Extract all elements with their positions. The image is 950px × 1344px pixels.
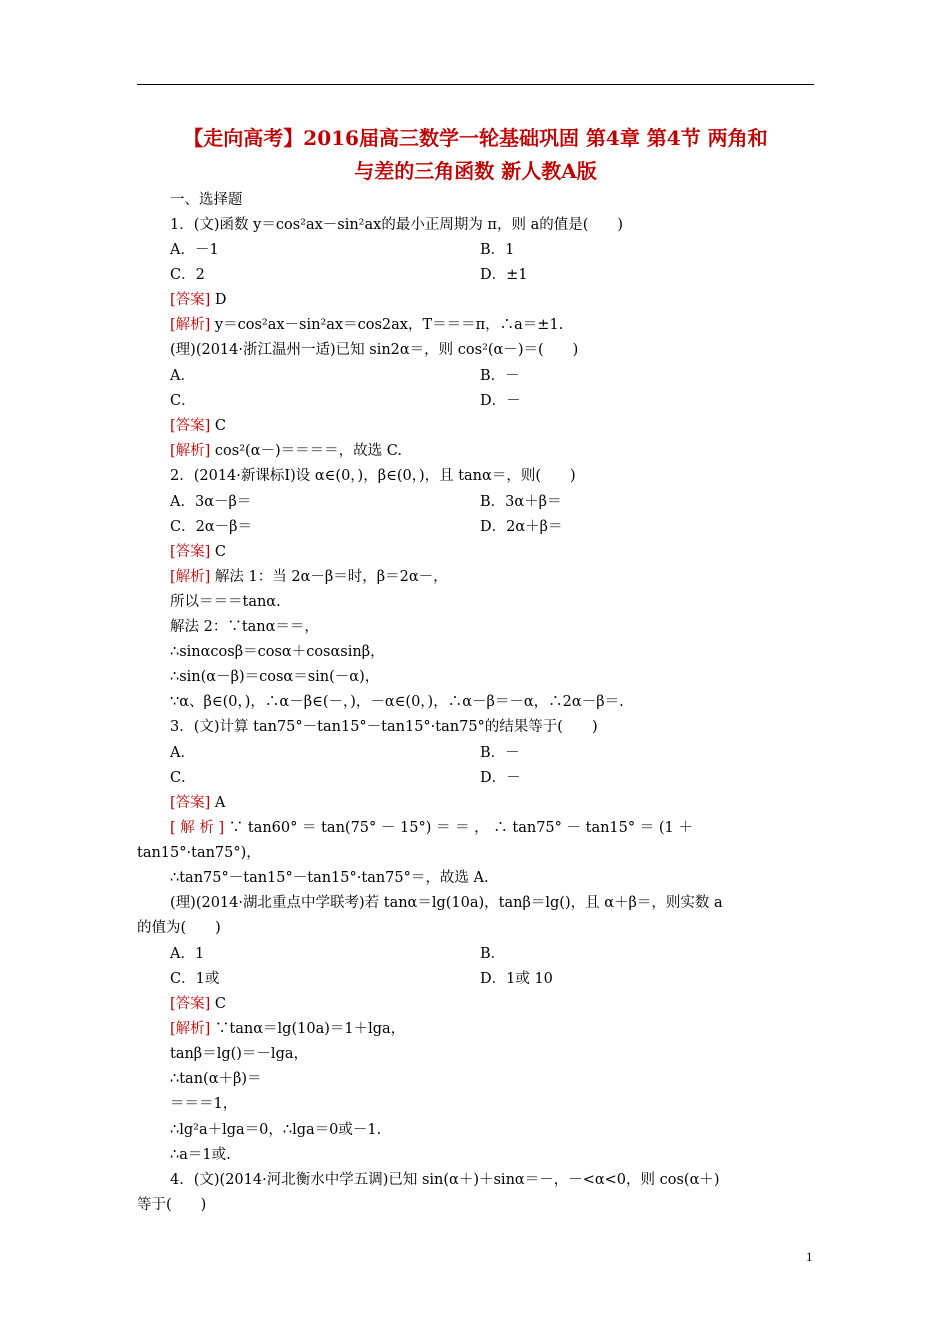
text-line-l19 — [170, 517, 252, 537]
text-line-l38 — [137, 918, 221, 938]
analysis-label: [解析] — [170, 443, 211, 459]
answer-label: [答案] — [170, 544, 211, 560]
text-line-l04 — [480, 240, 514, 260]
text-line-l12 — [170, 391, 196, 411]
line-text: ∵tanα＝lg(10a)＝1＋lga， — [210, 1021, 406, 1037]
line-text: A．1 — [170, 946, 205, 962]
text-line-l15 — [170, 441, 402, 461]
line-text: tan15°·tan75°)， — [137, 845, 261, 861]
line-text: 等于( ) — [137, 1197, 207, 1213]
line-text: tanβ＝lg()＝－lga， — [170, 1046, 308, 1062]
text-line-l34 — [170, 818, 693, 838]
text-line-l50 — [170, 1170, 720, 1190]
line-text: ∴sinαcosβ＝cosα＋cosαsinβ， — [170, 644, 385, 660]
line-text: 1．(文)函数 y＝cos²ax－sin²ax的最小正周期为 π，则 a的值是( ) — [170, 217, 624, 233]
line-text: D．2α＋β＝ — [480, 519, 563, 535]
line-text: A． — [170, 745, 195, 761]
text-line-l26 — [170, 667, 379, 687]
line-text: B． — [480, 946, 506, 962]
text-line-l40 — [480, 944, 505, 964]
text-line-l42 — [480, 969, 553, 989]
text-line-l51 — [137, 1195, 206, 1215]
line-text: C．2 — [170, 267, 205, 283]
line-text: 3．(文)计算 tan75°－tan15°－tan15°·tan75°的结果等于( ) — [170, 719, 598, 735]
text-line-l18 — [480, 492, 562, 512]
answer-label: [答案] — [170, 795, 211, 811]
text-line-l20 — [480, 517, 563, 537]
text-line-l25 — [170, 642, 385, 662]
line-text: ∴lg²a＋lga＝0，∴lga＝0或－1. — [170, 1122, 382, 1138]
analysis-label: [解析] — [170, 317, 211, 333]
text-line-l48 — [170, 1120, 381, 1140]
line-text: cos²(α－)＝＝＝＝，故选 C. — [210, 443, 402, 459]
text-line-l22 — [170, 567, 448, 587]
line-text: ∴tan(α＋β)＝ — [170, 1071, 262, 1087]
line-text: D．－ — [480, 393, 521, 409]
line-text: D — [210, 292, 227, 308]
line-text: ∵α、β∈(0，)，∴α－β∈(－，)，－α∈(0，)，∴α－β＝－α，∴2α－β＝. — [170, 694, 624, 710]
text-line-l32 — [480, 768, 521, 788]
line-text: C． — [170, 770, 196, 786]
line-text: ∴a＝1或. — [170, 1147, 231, 1163]
line-text: (理)(2014·浙江温州一适)已知 sin2α＝，则 cos²(α－)＝( ) — [170, 342, 579, 358]
line-text: C — [210, 418, 227, 434]
text-line-l17 — [170, 492, 251, 512]
line-text: C．2α－β＝ — [170, 519, 252, 535]
line-text: A． — [170, 368, 195, 384]
line-text: 的值为( ) — [137, 920, 221, 936]
analysis-label: [解析] — [170, 1021, 211, 1037]
line-text: ∴sin(α－β)＝cosα＝sin(－α)， — [170, 669, 380, 685]
line-text: 解法 2：∵tanα＝＝， — [170, 619, 319, 635]
line-text: 解法 1：当 2α－β＝时，β＝2α－， — [210, 569, 448, 585]
text-line-l08 — [170, 315, 563, 335]
line-text: A．－1 — [170, 242, 219, 258]
line-text: C — [210, 996, 227, 1012]
line-text: A — [210, 795, 226, 811]
text-line-l31 — [170, 768, 196, 788]
line-text: A．3α－β＝ — [170, 494, 252, 510]
line-text: (理)(2014·湖北重点中学联考)若 tanα＝lg(10a)，tanβ＝lg()，且 α＋β＝，则实数 a — [170, 895, 723, 911]
text-line-l07 — [170, 290, 227, 310]
line-text: C． — [170, 393, 196, 409]
line-text: C．1或 — [170, 971, 220, 987]
text-line-l35 — [137, 843, 261, 863]
text-line-l21 — [170, 542, 226, 562]
page-title-line-1: 【走向高考】2016届高三数学一轮基础巩固 第4章 第4节 两角和 — [183, 126, 768, 150]
text-line-l33 — [170, 793, 225, 813]
text-line-l11 — [480, 366, 520, 386]
text-line-l05 — [170, 265, 205, 285]
text-line-l30 — [480, 743, 520, 763]
text-line-l02 — [170, 215, 623, 235]
line-text: D．1或 10 — [480, 971, 553, 987]
text-line-l13 — [480, 391, 521, 411]
page-number: 1 — [806, 1249, 813, 1264]
answer-label: [答案] — [170, 292, 211, 308]
line-text: ∴tan75°－tan15°－tan15°·tan75°＝，故选 A. — [170, 870, 489, 886]
text-line-l09 — [170, 340, 578, 360]
line-text: B．－ — [480, 368, 520, 384]
text-line-l10 — [170, 366, 195, 386]
line-text: ＝＝＝1， — [170, 1096, 238, 1112]
text-line-l24 — [170, 617, 319, 637]
text-line-l46 — [170, 1069, 262, 1089]
text-line-l03 — [170, 240, 219, 260]
text-line-l43 — [170, 994, 226, 1014]
text-line-l37 — [170, 893, 723, 913]
text-line-l23 — [170, 592, 281, 612]
text-line-l39 — [170, 944, 204, 964]
page-title-line-2: 与差的三角函数 新人教A版 — [354, 159, 597, 183]
line-text: 所以＝＝＝tanα. — [170, 594, 281, 610]
line-text: B．－ — [480, 745, 520, 761]
text-line-l27 — [170, 692, 624, 712]
text-line-l49 — [170, 1145, 231, 1165]
line-text: B．3α＋β＝ — [480, 494, 562, 510]
text-line-l14 — [170, 416, 226, 436]
analysis-label: [解析] — [170, 569, 211, 585]
line-text: D．±1 — [480, 267, 528, 283]
line-text: 2．(2014·新课标Ⅰ)设 α∈(0，)，β∈(0，)，且 tanα＝，则( ) — [170, 468, 576, 484]
text-line-l28 — [170, 717, 598, 737]
line-text: y＝cos²ax－sin²ax＝cos2ax，T＝＝＝π，∴a＝±1. — [210, 317, 564, 333]
line-text: ∵ tan60° ＝ tan(75° － 15°) ＝ ＝ ， ∴ tan75° － tan15° ＝ (1 ＋ — [224, 820, 693, 836]
text-line-l06 — [480, 265, 528, 285]
text-line-l44 — [170, 1019, 405, 1039]
line-text: 一、选择题 — [170, 192, 243, 208]
line-text: B．1 — [480, 242, 515, 258]
answer-label: [答案] — [170, 996, 211, 1012]
line-text: 4．(文)(2014·河北衡水中学五调)已知 sin(α＋)＋sinα＝－，－<α<0，则 cos(α＋) — [170, 1172, 720, 1188]
text-line-l01 — [170, 190, 243, 210]
line-text: D．－ — [480, 770, 521, 786]
text-line-l36 — [170, 868, 489, 888]
text-line-l29 — [170, 743, 195, 763]
answer-label: [答案] — [170, 418, 211, 434]
analysis-label: [ 解 析 ] — [170, 820, 225, 836]
text-line-l47 — [170, 1094, 237, 1114]
text-line-l41 — [170, 969, 219, 989]
text-line-l16 — [170, 466, 576, 486]
line-text: C — [210, 544, 227, 560]
text-line-l45 — [170, 1044, 308, 1064]
header-rule — [137, 84, 814, 85]
